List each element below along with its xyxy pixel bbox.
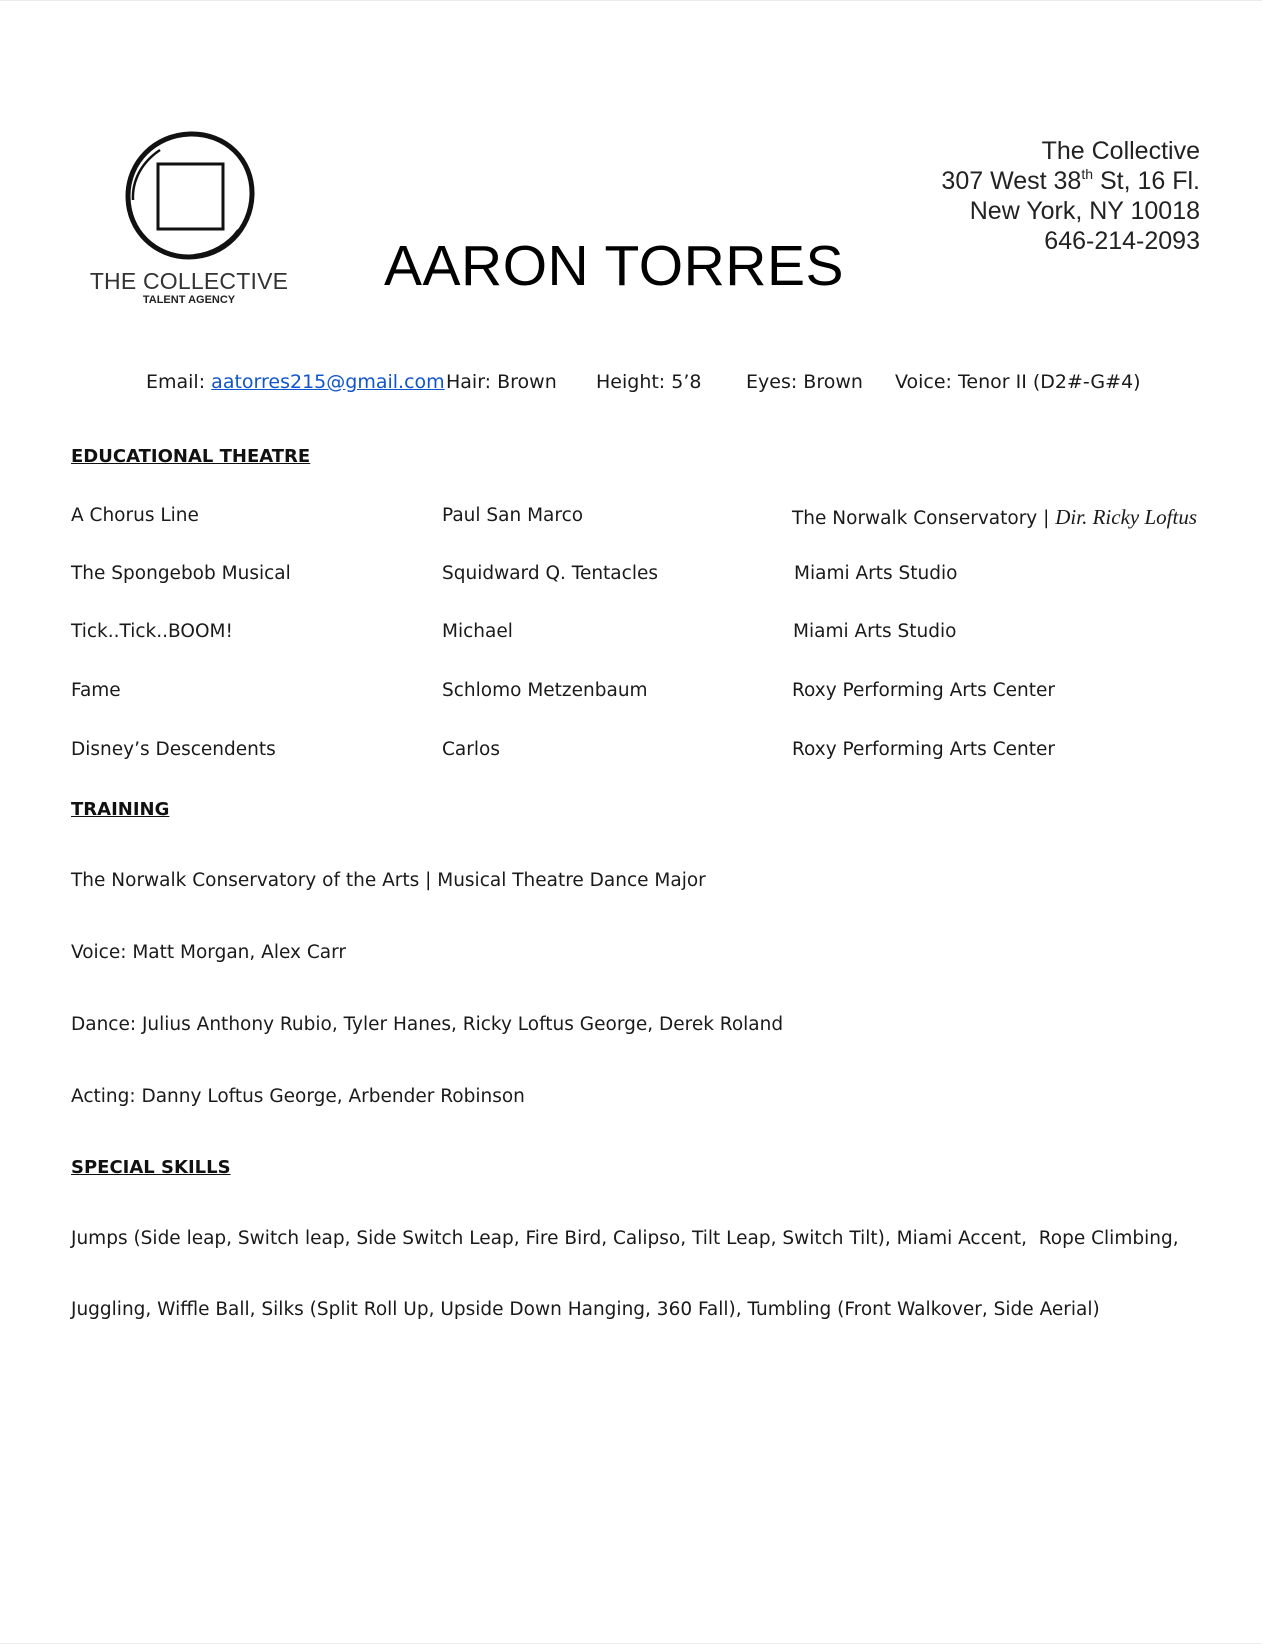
credit-role: Schlomo Metzenbaum <box>442 680 648 701</box>
agency-address <box>941 166 1200 196</box>
logo-wordmark: THE COLLECTIVE <box>89 268 289 294</box>
credit-venue: Miami Arts Studio <box>793 621 957 642</box>
special-skills-heading: SPECIAL SKILLS <box>71 1157 231 1178</box>
credit-show: Tick..Tick..BOOM! <box>71 621 233 642</box>
credit-venue: Roxy Performing Arts Center <box>792 739 1055 760</box>
agency-phone: 646-214-2093 <box>1044 227 1200 255</box>
logo-circle-square-icon <box>120 126 260 266</box>
training-line: The Norwalk Conservatory of the Arts | Musical Theatre Dance Major <box>71 870 706 891</box>
credit-show: Disney’s Descendents <box>71 739 276 760</box>
credit-venue-name: The Norwalk Conservatory | <box>792 508 1056 529</box>
educational-theatre-heading: EDUCATIONAL THEATRE <box>71 446 311 467</box>
agency-address-rest: St, 16 Fl. <box>1093 167 1200 195</box>
training-line: Dance: Julius Anthony Rubio, Tyler Hanes, Ricky Loftus George, Derek Roland <box>71 1014 784 1035</box>
skills-line: Jumps (Side leap, Switch leap, Side Switch Leap, Fire Bird, Calipso, Tilt Leap, Switch Tilt), Miami Accent, Rope Climbing, <box>71 1228 1179 1249</box>
voice-stat: Voice: Tenor II (D2#-G#4) <box>895 371 1141 393</box>
agency-contact <box>941 136 1200 256</box>
credit-show: Fame <box>71 680 121 701</box>
performer-name: AARON TORRES <box>384 234 844 298</box>
credit-director: Dir. Ricky Loftus <box>1055 505 1197 529</box>
email-link[interactable]: aatorres215@gmail.com <box>211 371 445 393</box>
agency-name: The Collective <box>1041 137 1200 165</box>
training-line: Voice: Matt Morgan, Alex Carr <box>71 942 346 963</box>
credit-role: Carlos <box>442 739 500 760</box>
training-line: Acting: Danny Loftus George, Arbender Robinson <box>71 1086 525 1107</box>
credit-role: Paul San Marco <box>442 505 584 526</box>
credit-show: The Spongebob Musical <box>71 563 291 584</box>
skills-line: Juggling, Wiffle Ball, Silks (Split Roll Up, Upside Down Hanging, 360 Fall), Tumbling (Front Walkover, Side Aerial) <box>71 1299 1100 1320</box>
credit-venue: Miami Arts Studio <box>794 563 958 584</box>
credit-role: Michael <box>442 621 513 642</box>
agency-logo <box>84 120 294 310</box>
agency-city: New York, NY 10018 <box>969 197 1200 225</box>
eyes-stat: Eyes: Brown <box>746 371 863 393</box>
credit-venue: Roxy Performing Arts Center <box>792 680 1055 701</box>
logo-subtitle: TALENT AGENCY <box>142 294 236 306</box>
agency-address-number: 307 West 38 <box>941 167 1082 195</box>
credit-role: Squidward Q. Tentacles <box>442 563 658 584</box>
training-heading: TRAINING <box>71 799 170 820</box>
email-stat <box>146 373 445 392</box>
agency-address-suffix: th <box>1081 166 1094 182</box>
credit-venue <box>792 507 1197 529</box>
height-stat: Height: 5’8 <box>596 371 702 393</box>
email-label: Email: <box>146 371 206 393</box>
credit-show: A Chorus Line <box>71 505 199 526</box>
hair-stat: Hair: Brown <box>446 371 557 393</box>
